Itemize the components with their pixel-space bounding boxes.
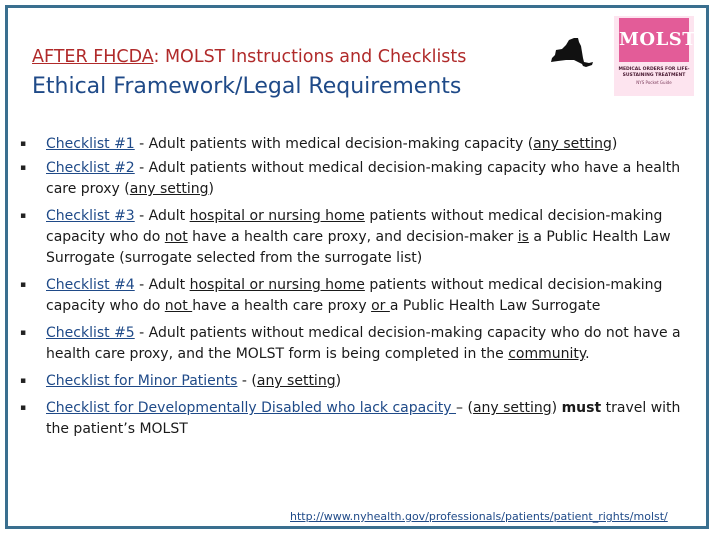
checklist-link[interactable]: Checklist for Minor Patients <box>46 373 238 389</box>
item-text: ) <box>335 373 342 389</box>
checklist-link[interactable]: Checklist #4 <box>46 277 135 293</box>
item-text: a Public Health Law Surrogate (surrogate selected from the surrogate list) <box>46 229 671 266</box>
item-text: hospital or nursing home <box>189 277 365 293</box>
checklist-list <box>20 134 700 440</box>
molst-url-link[interactable]: http://www.nyhealth.gov/professionals/patients/patient_rights/molst/ <box>290 510 668 523</box>
checklist-item <box>20 398 700 440</box>
item-text: - ( <box>237 373 257 389</box>
checklist-item <box>20 275 700 317</box>
bullet-icon: ▪ <box>20 328 27 338</box>
bullet-icon: ▪ <box>20 403 27 413</box>
bullet-icon: ▪ <box>20 211 27 221</box>
slide-subtitle <box>32 47 466 67</box>
checklist-item <box>20 371 700 392</box>
molst-logo <box>614 16 697 96</box>
item-text: a Public Health Law Surrogate <box>389 298 601 314</box>
item-text: community <box>508 346 586 362</box>
checklist-link[interactable]: Checklist for Developmentally Disabled who lack capacity <box>46 400 457 416</box>
item-text: or <box>371 298 390 314</box>
new-york-state-icon <box>548 36 594 70</box>
item-text: patients without medical decision-making capacity who do <box>46 277 663 314</box>
item-text: patients without medical decision-making capacity who do <box>46 208 663 245</box>
molst-logo-subtitle: MEDICAL ORDERS FOR LIFE-SUSTAINING TREATMENT <box>618 67 690 78</box>
checklist-item <box>20 323 700 365</box>
item-text: ) <box>551 400 562 416</box>
item-text: have a health care proxy, and decision-maker <box>187 229 518 245</box>
bullet-icon: ▪ <box>20 163 27 173</box>
item-text: any setting <box>533 136 612 152</box>
item-text: - Adult <box>134 277 190 293</box>
checklist-item <box>20 206 700 269</box>
item-text: not <box>164 229 188 245</box>
item-text: travel with the patient’s MOLST <box>46 400 681 437</box>
item-text: - Adult <box>134 208 190 224</box>
checklist-item <box>20 134 700 155</box>
item-text: . <box>585 346 590 362</box>
item-text: is <box>517 229 529 245</box>
item-text: ) <box>208 181 214 197</box>
molst-logo-tagline: NYS Pocket Guide <box>636 80 672 85</box>
emphasis-text: must <box>561 400 602 416</box>
checklist-link[interactable]: Checklist #5 <box>46 325 135 341</box>
item-text: hospital or nursing home <box>189 208 365 224</box>
item-text: any setting <box>472 400 552 416</box>
item-text: – ( <box>456 400 473 416</box>
checklist-link[interactable]: Checklist #3 <box>46 208 135 224</box>
checklist-item <box>20 158 700 200</box>
item-text: - Adult patients without medical decision-making capacity who do not have a health care proxy, and the MOLST form is being completed in the <box>46 325 681 362</box>
checklist-link[interactable]: Checklist #1 <box>46 136 135 152</box>
item-text: have a health care proxy <box>192 298 372 314</box>
bullet-icon: ▪ <box>20 280 27 290</box>
molst-logo-title: MOLST <box>619 18 689 62</box>
item-text: ) <box>611 136 618 152</box>
item-text: - Adult patients without medical decision-making capacity who have a health care proxy ( <box>46 160 681 197</box>
checklist-link[interactable]: Checklist #2 <box>46 160 135 176</box>
item-text: - Adult patients with medical decision-making capacity ( <box>134 136 534 152</box>
item-text: not <box>164 298 193 314</box>
fhcda-label: AFTER FHCDA <box>32 47 154 67</box>
bullet-icon: ▪ <box>20 139 27 149</box>
item-text: any setting <box>129 181 209 197</box>
item-text: any setting <box>256 373 336 389</box>
subtitle-text: : MOLST Instructions and Checklists <box>153 47 467 67</box>
slide-title: Ethical Framework/Legal Requirements <box>32 74 462 99</box>
bullet-icon: ▪ <box>20 376 27 386</box>
